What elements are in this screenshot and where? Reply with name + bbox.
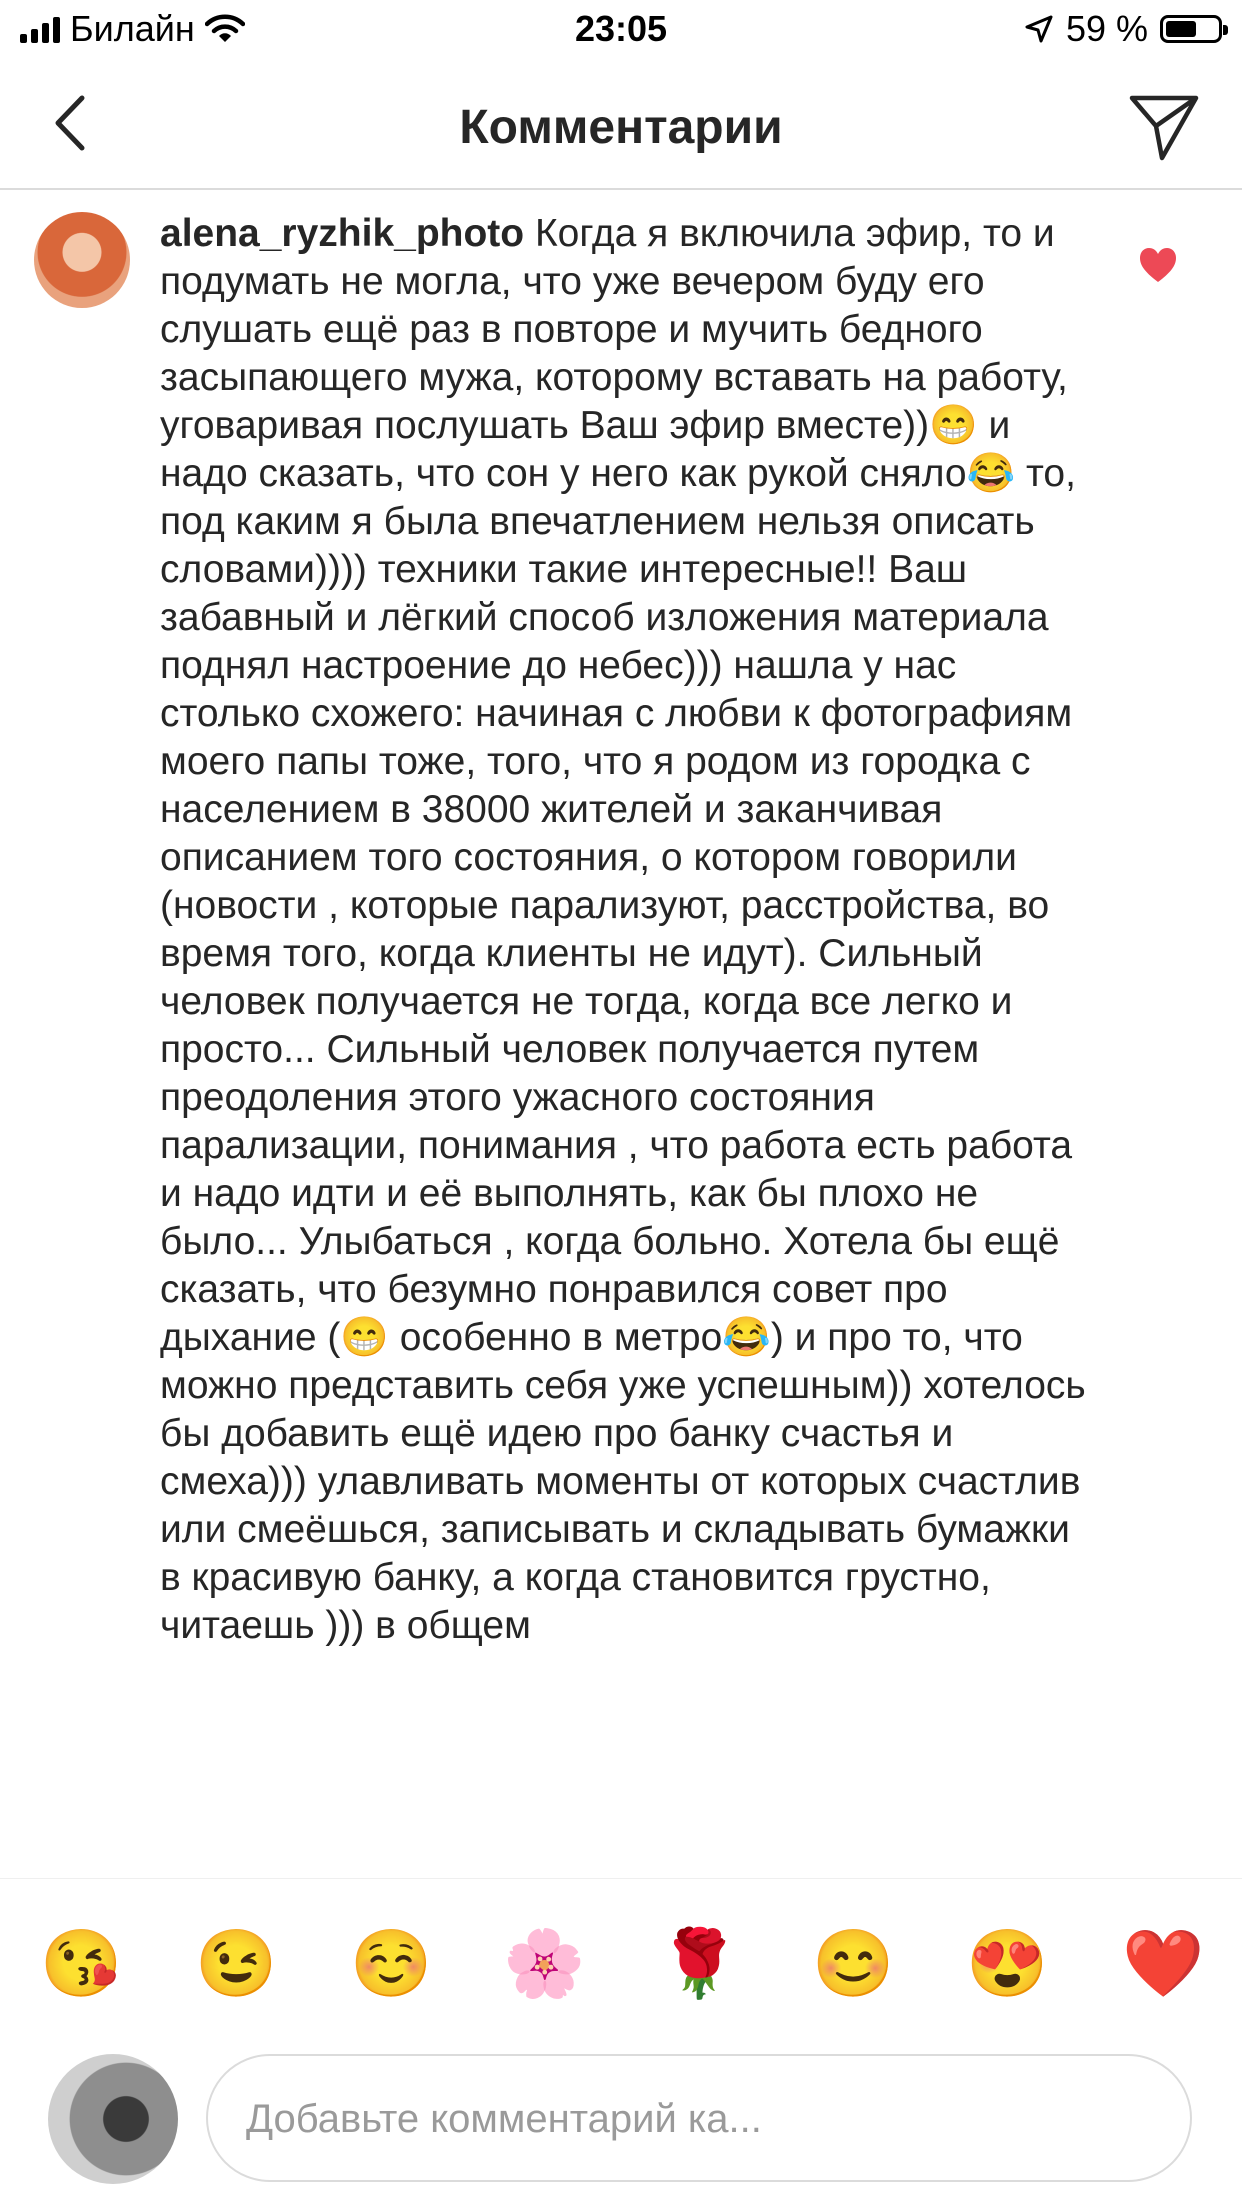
heart-eyes-emoji-button[interactable]: 😍 <box>966 1926 1049 2000</box>
comment-input[interactable] <box>244 2056 1148 2182</box>
rose-emoji-button[interactable]: 🌹 <box>658 1926 741 2000</box>
commenter-avatar[interactable] <box>34 212 130 308</box>
comment-input-wrapper[interactable] <box>206 2054 1192 2182</box>
status-right <box>1024 8 1222 50</box>
status-bar <box>0 0 1242 62</box>
battery-fill <box>1166 21 1196 37</box>
battery-icon <box>1160 15 1222 43</box>
wink-emoji-button[interactable]: 😉 <box>195 1926 278 2000</box>
comment-body <box>160 210 1090 1650</box>
cherry-blossom-emoji-button[interactable]: 🌸 <box>503 1926 586 2000</box>
page-title: Комментарии <box>459 101 783 154</box>
direct-send-icon[interactable] <box>1124 86 1204 166</box>
smile-emoji-button[interactable]: 😊 <box>812 1926 895 2000</box>
kiss-emoji-button[interactable]: 😘 <box>40 1926 123 2000</box>
carrier-name: Билайн <box>70 8 195 49</box>
comment-text: Когда я включила эфир, то и подумать не могла, что уже вечером буду его слушать ещё раз в повторе и мучить бедного засыпающего мужа, которому вставать на работу, уговаривая послушать Ваш эфир вместе))😁 и надо сказать, что сон у него как рукой сняло😂 то, под каким я была впечатлением нельзя описать словами)))) техники такие интересные!! Ваш забавный и лёгкий способ изложения материала поднял настроение до небес))) нашла у нас столько схожего: начиная с любви к фотографиям моего папы тоже, того, что я родом из городка с населением в 38000 жителей и заканчивая описанием того состояния, о котором говорили (новости , которые парализуют, расстройства, во время того, когда клиенты не идут). Сильный человек получается не тогда, когда все легко и просто... Сильный человек получается путем преодоления этого ужасного состояния парализации, понимания , что работа есть работа и надо идти и её выполнять, как бы плохо не было... Улыбаться , когда больно. Хотела бы ещё сказать, что безумно понравился совет про дыхание (😁 особенно в метро😂) и про то, что можно представить себя уже успешным)) хотелось бы добавить ещё идею про банку счастья и смеха))) улавливать моменты от которых счастлив или смеёшься, записывать и складывать бумажки в красивую банку, а когда становится грустно, читаешь ))) в общем <box>160 212 1086 1647</box>
comment-username[interactable]: alena_ryzhik_photo <box>160 212 525 255</box>
red-heart-emoji-button[interactable]: ❤️ <box>1122 1926 1205 2000</box>
emoji-quick-bar <box>0 1878 1242 2048</box>
blush-emoji-button[interactable]: ☺️ <box>350 1926 433 2000</box>
like-heart-icon[interactable] <box>1138 246 1178 286</box>
nav-bar <box>0 62 1242 190</box>
status-time: 23:05 <box>574 8 668 49</box>
battery-percent: 59 % <box>1065 8 1148 49</box>
location-arrow-icon <box>1024 14 1054 44</box>
comment-list <box>0 190 1242 1878</box>
current-user-avatar <box>48 2054 178 2184</box>
comment-input-bar <box>0 2048 1242 2208</box>
